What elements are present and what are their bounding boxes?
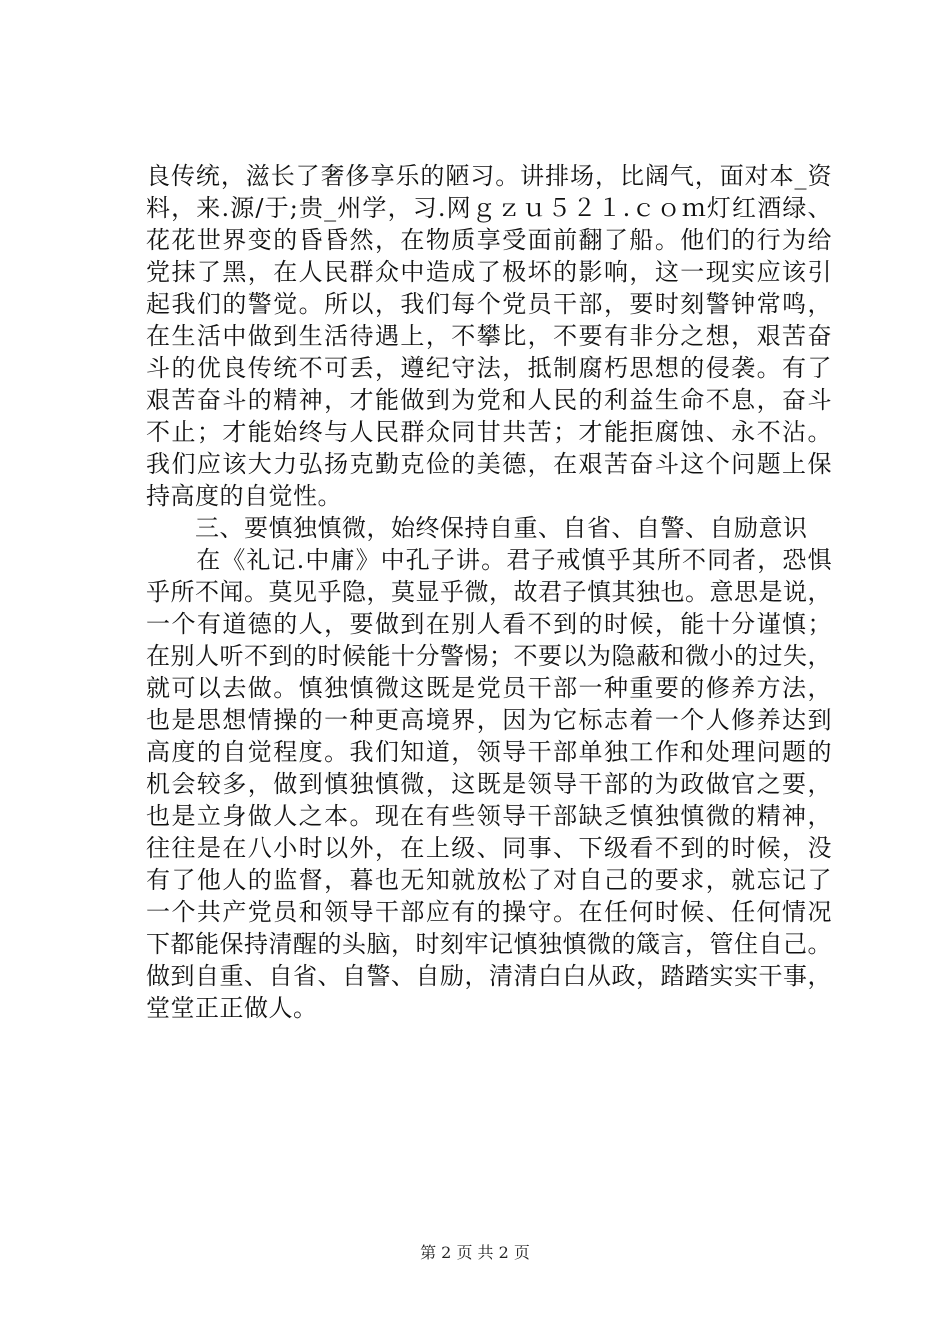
body-line: 堂堂正正做人。 — [146, 994, 318, 1022]
body-line: 就可以去做。慎独慎微这既是党员干部一种重要的修养方法， — [146, 674, 832, 702]
body-line: 斗的优良传统不可丢，遵纪守法，抵制腐朽思想的侵袭。有了 — [146, 354, 832, 382]
body-line: 往往是在八小时以外，在上级、同事、下级看不到的时候，没 — [146, 834, 832, 862]
body-line: 在《礼记.中庸》中孔子讲。君子戒慎乎其所不同者，恐惧 — [146, 546, 832, 574]
body-line: 在别人听不到的时候能十分警惕；不要以为隐蔽和微小的过失， — [146, 642, 832, 670]
body-line: 花花世界变的昏昏然，在物质享受面前翻了船。他们的行为给 — [146, 226, 832, 254]
body-line: 三、要慎独慎微，始终保持自重、自省、自警、自励意识 — [146, 514, 808, 542]
page-footer: 第 2 页 共 2 页 — [420, 1243, 530, 1262]
body-line: 起我们的警觉。所以，我们每个党员干部，要时刻警钟常鸣， — [146, 290, 832, 318]
body-line: 一个共产党员和领导干部应有的操守。在任何时候、任何情况 — [146, 898, 832, 926]
body-line: 一个有道德的人，要做到在别人看不到的时候，能十分谨慎； — [146, 610, 832, 638]
body-line: 乎所不闻。莫见乎隐，莫显乎微，故君子慎其独也。意思是说， — [146, 578, 832, 606]
body-line: 良传统，滋长了奢侈享乐的陋习。讲排场，比阔气，面对本_资 — [146, 162, 832, 190]
body-line: 在生活中做到生活待遇上，不攀比，不要有非分之想，艰苦奋 — [146, 322, 832, 350]
body-line: 下都能保持清醒的头脑，时刻牢记慎独慎微的箴言，管住自己。 — [146, 930, 832, 958]
body-line: 机会较多，做到慎独慎微，这既是领导干部的为政做官之要， — [146, 770, 832, 798]
body-line: 也是立身做人之本。现在有些领导干部缺乏慎独慎微的精神， — [146, 802, 832, 830]
body-line: 我们应该大力弘扬克勤克俭的美德，在艰苦奋斗这个问题上保 — [146, 450, 832, 478]
body-line: 做到自重、自省、自警、自励，清清白白从政，踏踏实实干事， — [146, 962, 832, 990]
document-body — [146, 160, 836, 1024]
body-line: 也是思想情操的一种更高境界，因为它标志着一个人修养达到 — [146, 706, 832, 734]
body-line: 高度的自觉程度。我们知道，领导干部单独工作和处理问题的 — [146, 738, 832, 766]
body-line: 党抹了黑，在人民群众中造成了极坏的影响，这一现实应该引 — [146, 258, 832, 286]
body-line: 不止；才能始终与人民群众同甘共苦；才能拒腐蚀、永不沾。 — [146, 418, 832, 446]
body-line: 艰苦奋斗的精神，才能做到为党和人民的利益生命不息，奋斗 — [146, 386, 832, 414]
body-line: 有了他人的监督，暮也无知就放松了对自己的要求，就忘记了 — [146, 866, 832, 894]
body-line: 料，来.源/于;贵_州学，习.网ｇｚｕ５２１.ｃｏｍ灯红酒绿、 — [146, 194, 832, 222]
body-line: 持高度的自觉性。 — [146, 482, 342, 510]
